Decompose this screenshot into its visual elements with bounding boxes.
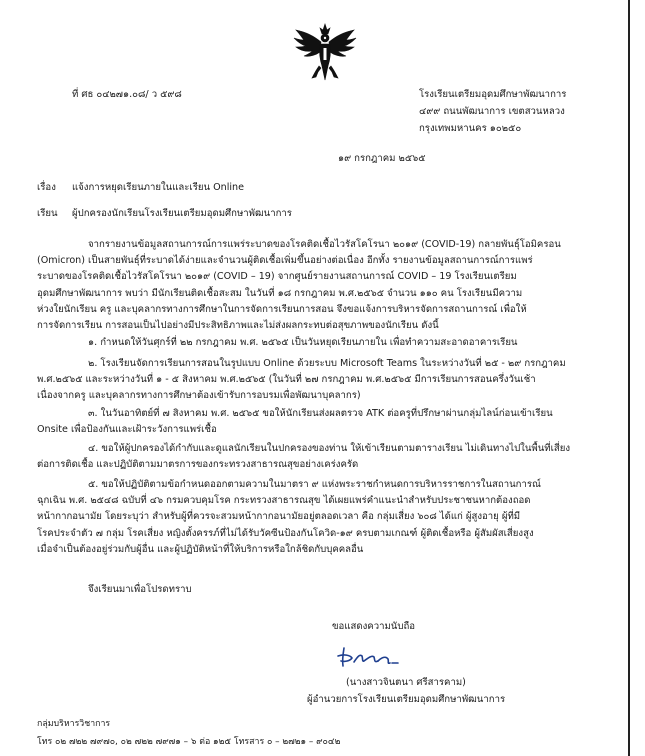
address-line-1: ๔๙๙ ถนนพัฒนาการ เขตสวนหลวง <box>419 106 565 117</box>
item-2-line: เนื่องจากครู และบุคลากรทางการศึกษาต้องเข้ารับการอบรมเพื่อพัฒนาบุคลากร) <box>37 390 361 402</box>
intro-line: การจัดการเรียน การสอนเป็นไปอย่างมีประสิทธิภาพและไม่ส่งผลกระทบต่อสุขภาพของนักเรียน ดังนี้ <box>37 320 439 332</box>
signer-name: (นางสาวจินตนา ศรีสารคาม) <box>346 677 466 688</box>
item-4-line: ต่อการติดเชื้อ และปฏิบัติตามมาตรการของกระทรวงสาธารณสุขอย่างเคร่งครัด <box>37 459 359 471</box>
item-3-line: ๓. ในวันอาทิตย์ที่ ๗ สิงหาคม พ.ศ. ๒๕๖๕ ขอให้นักเรียนส่งผลตรวจ ATK ต่อครูที่ปรึกษาผ่านกลุ่มไลน์ก่อนเข้าเรียน <box>88 408 553 419</box>
item-4-line: ๔. ขอให้ผู้ปกครองได้กำกับและดูแลนักเรียนในปกครองของท่าน ให้เข้าเรียนตามตารางเรียน ไม่เดินทางไปในพื้นที่เสี่ยง <box>88 443 571 454</box>
intro-line: อุดมศึกษาพัฒนาการ พบว่า มีนักเรียนติดเชื้อสะสม ในวันที่ ๑๘ กรกฎาคม พ.ศ.๒๕๖๕ จำนวน ๑๑๐ คน โรงเรียนมีความ <box>37 287 523 299</box>
item-2-line: พ.ศ.๒๕๖๕ และระหว่างวันที่ ๑ - ๕ สิงหาคม พ.ศ.๒๕๖๕ (ในวันที่ ๒๗ กรกฎาคม พ.ศ.๒๕๖๕ มีการเรียนการสอนครึ่งวันเช้า <box>37 374 536 386</box>
intro-line: (Omicron) เป็นสายพันธุ์ที่ระบาดได้ง่ายและจำนวนผู้ติดเชื้อเพิ่มขึ้นอย่างต่อเนื่อง อีกทั้ง รายงานข้อมูลสถานการณ์การแพร่ <box>37 255 533 267</box>
item-5-line: ฉุกเฉิน พ.ศ. ๒๕๔๘ ฉบับที่ ๔๖ กรมควบคุมโรค กระทรวงสาธารณสุข ได้เผยแพร่คำแนะนำสำหรับประชาชนหากต้องถอด <box>37 495 531 507</box>
document-date: ๑๙ กรกฎาคม ๒๕๖๕ <box>338 153 426 164</box>
org-name: โรงเรียนเตรียมอุดมศึกษาพัฒนาการ <box>419 89 567 100</box>
item-5-line: เมื่อจำเป็นต้องอยู่ร่วมกับผู้อื่น และผู้ปฏิบัติหน้าที่ให้บริการหรือใกล้ชิดกับบุคคลอื่น <box>37 543 364 555</box>
subject-label: เรื่อง <box>37 182 56 193</box>
closing-text: จึงเรียนมาเพื่อโปรดทราบ <box>88 584 192 595</box>
recipient-label: เรียน <box>37 208 58 219</box>
item-5 <box>37 477 620 558</box>
item-2-line: ๒. โรงเรียนจัดการเรียนการสอนในรูปแบบ Online ด้วยระบบ Microsoft Teams ในระหว่างวันที่ ๒๕ - ๒๙ กรกฎาคม <box>88 358 566 369</box>
item-5-line: ๕. ขอให้ปฏิบัติตามข้อกำหนดออกตามความในมาตรา ๙ แห่งพระราชกำหนดการบริหารราชการในสถานการณ์ <box>88 479 541 490</box>
item-5-line: หน้ากากอนามัย โดยระบุว่า สำหรับผู้ที่ควรจะสวมหน้ากากอนามัยอยู่ตลอดเวลา คือ กลุ่มเสี่ยง ๖๐๘ ได้แก่ ผู้สูงอายุ ผู้ที่มี <box>37 511 521 523</box>
document-number: ที่ ศธ ๐๔๒๗๑.๐๘/ ว ๕๙๘ <box>72 89 182 100</box>
footer-department: กลุ่มบริหารวิชาการ <box>37 719 111 729</box>
item-2 <box>37 356 620 405</box>
intro-line: ระบาดของโรคติดเชื้อไวรัสโคโรนา ๒๐๑๙ (COVID – 19) จากศูนย์รายงานสถานการณ์ COVID – 19 โรงเรียนเตรียม <box>37 271 517 283</box>
item-3-line: Onsite เพื่อป้องกันและเฝ้าระวังการแพร่เชื้อ <box>37 424 217 436</box>
item-3 <box>37 406 620 438</box>
footer-phone: โทร ๐๒ ๗๒๒ ๗๙๗๐, ๐๒ ๗๒๒ ๗๙๗๑ – ๖ ต่อ ๑๒๕ โทรสาร ๐ – ๒๗๒๑ – ๙๐๔๒ <box>37 737 341 747</box>
subject-text: แจ้งการหยุดเรียนภายในและเรียน Online <box>72 182 245 193</box>
handwritten-signature <box>332 644 422 670</box>
signer-position: ผู้อำนวยการโรงเรียนเตรียมอุดมศึกษาพัฒนาการ <box>307 694 506 705</box>
intro-paragraph <box>37 237 620 334</box>
address-line-2: กรุงเทพมหานคร ๑๐๒๕๐ <box>419 123 522 134</box>
item-1 <box>37 335 620 351</box>
item-5-line: โรคประจำตัว ๗ กลุ่ม โรคเสี่ยง หญิงตั้งครรภ์ที่ไม่ได้รับวัคซีนป้องกันโควิด-๑๙ ครบตามเกณฑ์ ผู้ติดเชื้อหรือ ผู้สัมผัสเสี่ยงสูง <box>37 527 534 539</box>
item-4 <box>37 441 620 473</box>
garuda-emblem-icon <box>292 22 358 84</box>
intro-line: จากรายงานข้อมูลสถานการณ์การแพร่ระบาดของโรคติดเชื้อไวรัสโคโรนา ๒๐๑๙ (COVID-19) กลายพันธุ์โอมิครอน <box>88 239 561 250</box>
recipient-text: ผู้ปกครองนักเรียนโรงเรียนเตรียมอุดมศึกษาพัฒนาการ <box>72 208 292 219</box>
intro-line: ห่วงใยนักเรียน ครู และบุคลากรทางการศึกษาในการจัดการเรียนการสอน จึงขอแจ้งการบริหารจัดการสถานการณ์ เพื่อให้ <box>37 303 527 315</box>
item-1-line: ๑. กำหนดให้วันศุกร์ที่ ๒๒ กรกฎาคม พ.ศ. ๒๕๖๕ เป็นวันหยุดเรียนภายใน เพื่อทำความสะอาดอาคารเรียน <box>88 337 518 348</box>
regards-text: ขอแสดงความนับถือ <box>332 621 416 632</box>
page-edge-border <box>628 0 630 756</box>
